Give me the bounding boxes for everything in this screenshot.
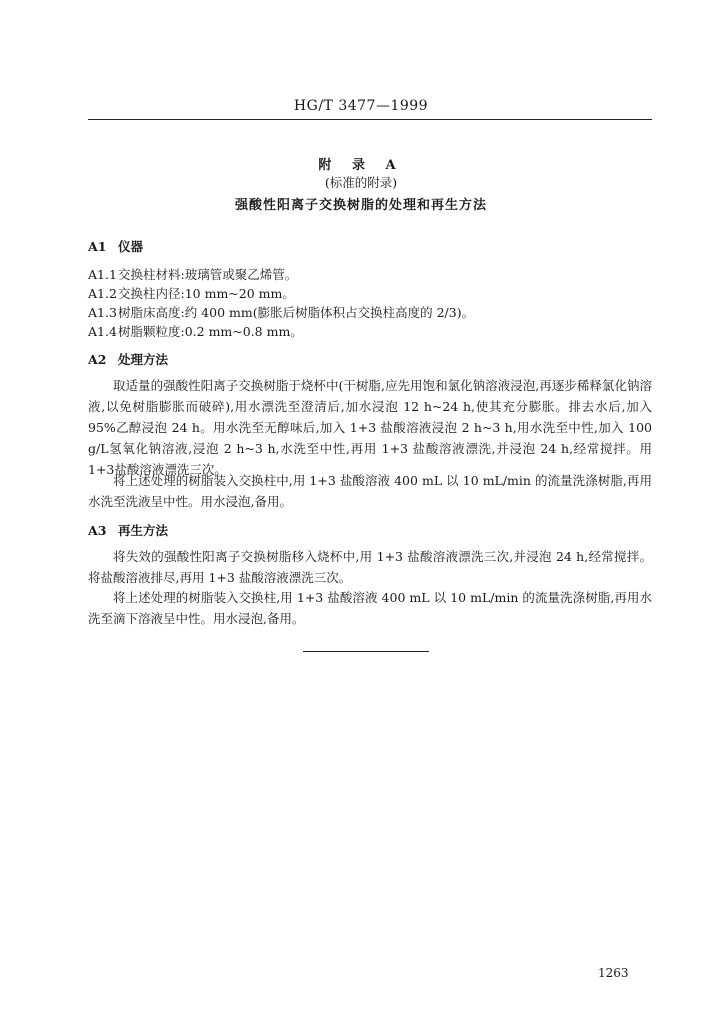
section-title: 仪器 — [118, 239, 144, 254]
list-item — [88, 322, 303, 340]
page-number: 1263 — [598, 966, 629, 980]
item-text: 树脂床高度:约 400 mm(膨胀后树脂体积占交换柱高度的 2/3)。 — [118, 305, 475, 320]
appendix-label: 附 录 A — [318, 158, 404, 173]
section-heading-a2 — [88, 350, 168, 368]
section-title: 处理方法 — [118, 352, 169, 367]
appendix-title: 强酸性阳离子交换树脂的处理和再生方法 — [234, 198, 487, 213]
paragraph: 将上述处理的树脂装入交换柱中,用 1+3 盐酸溶液 400 mL 以 10 mL/min 的流量洗涤树脂,再用水洗至洗液呈中性。用水浸泡,备用。 — [88, 473, 652, 509]
item-number: A1.4 — [88, 324, 117, 339]
item-number: A1.1 — [88, 267, 117, 282]
end-divider — [303, 651, 429, 652]
section-number: A2 — [88, 352, 107, 367]
list-item — [88, 303, 474, 321]
section-number: A1 — [88, 239, 107, 254]
appendix-subtitle: (标准的附录) — [324, 175, 398, 190]
list-item — [88, 284, 295, 302]
section-heading-a1 — [88, 237, 143, 255]
paragraph: 将失效的强酸性阳离子交换树脂移入烧杯中,用 1+3 盐酸溶液漂洗三次,并浸泡 24 h,经常搅拌。将盐酸溶液排尽,再用 1+3 盐酸溶液漂洗三次。 — [88, 549, 652, 585]
section-title: 再生方法 — [118, 523, 169, 538]
header-divider — [88, 119, 652, 120]
item-text: 交换柱内径:10 mm~20 mm。 — [118, 286, 295, 301]
list-item — [88, 265, 297, 283]
section-heading-a3 — [88, 521, 168, 539]
item-number: A1.2 — [88, 286, 117, 301]
section-number: A3 — [88, 523, 107, 538]
paragraph: 取适量的强酸性阳离子交换树脂于烧杯中(干树脂,应先用饱和氯化钠溶液浸泡,再逐步稀释氯化钠溶液,以免树脂膨胀而破碎),用水漂洗至澄清后,加水浸泡 12 h~24 h,使其充分膨胀。排去水后,加入 95%乙醇浸泡 24 h。用水洗至无醇味后,加入 1+3 盐酸溶液浸泡 2 h~3 h,用水洗至中性,加入 100 g/L氢氧化钠溶液,浸泡 2 h~3 h,水洗至中性,再用 1+3 盐酸溶液漂洗,并浸泡 24 h,经常搅拌。用 1+3盐酸溶液漂洗三次。 — [88, 378, 652, 477]
standard-code: HG/T 3477—1999 — [293, 98, 429, 114]
paragraph: 将上述处理的树脂装入交换柱,用 1+3 盐酸溶液 400 mL 以 10 mL/min 的流量洗涤树脂,再用水洗至滴下溶液呈中性。用水浸泡,备用。 — [88, 590, 652, 626]
item-number: A1.3 — [88, 305, 117, 320]
item-text: 交换柱材料:玻璃管或聚乙烯管。 — [118, 267, 298, 282]
item-text: 树脂颗粒度:0.2 mm~0.8 mm。 — [118, 324, 303, 339]
